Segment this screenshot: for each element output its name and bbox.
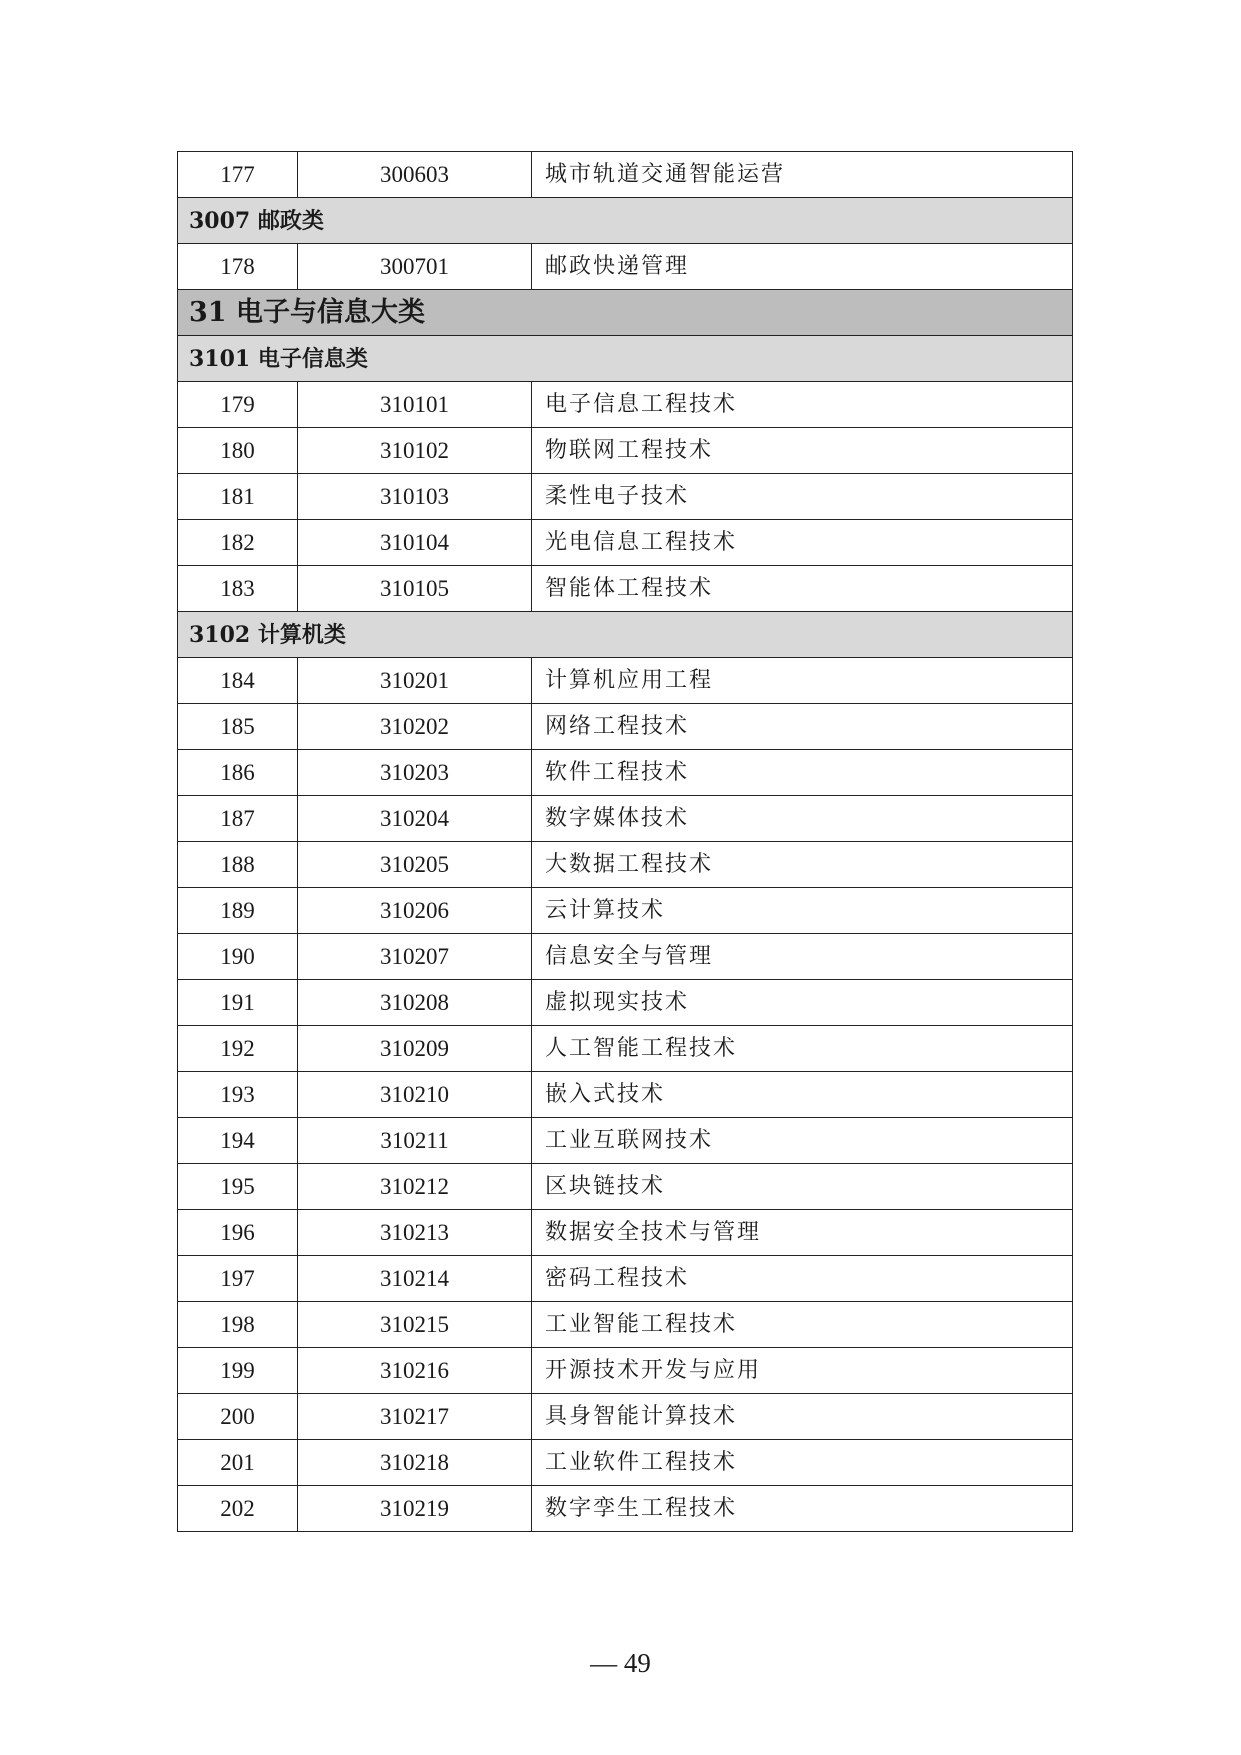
table-row — [178, 1210, 1073, 1256]
table-row — [178, 244, 1073, 290]
name-cell: 计算机应用工程 — [532, 658, 1073, 704]
code-cell: 310218 — [298, 1440, 532, 1486]
table-row — [178, 566, 1073, 612]
seq-cell: 194 — [178, 1118, 298, 1164]
category-label: 3007 邮政类 — [178, 198, 1073, 244]
code-cell: 310209 — [298, 1026, 532, 1072]
code-cell: 310202 — [298, 704, 532, 750]
table-row — [178, 1394, 1073, 1440]
code-cell: 310104 — [298, 520, 532, 566]
seq-cell: 187 — [178, 796, 298, 842]
name-cell: 信息安全与管理 — [532, 934, 1073, 980]
table-row — [178, 1302, 1073, 1348]
table-row — [178, 474, 1073, 520]
table-row — [178, 888, 1073, 934]
major-category-label: 31 电子与信息大类 — [178, 290, 1073, 336]
code-cell: 310102 — [298, 428, 532, 474]
name-cell: 嵌入式技术 — [532, 1072, 1073, 1118]
name-cell: 虚拟现实技术 — [532, 980, 1073, 1026]
code-cell: 310101 — [298, 382, 532, 428]
major-category-row — [178, 290, 1073, 336]
table-row — [178, 428, 1073, 474]
seq-cell: 199 — [178, 1348, 298, 1394]
seq-cell: 183 — [178, 566, 298, 612]
code-cell: 310214 — [298, 1256, 532, 1302]
seq-cell: 177 — [178, 152, 298, 198]
table-row — [178, 796, 1073, 842]
seq-cell: 196 — [178, 1210, 298, 1256]
name-cell: 数字孪生工程技术 — [532, 1486, 1073, 1532]
category-row — [178, 198, 1073, 244]
name-cell: 区块链技术 — [532, 1164, 1073, 1210]
table-row — [178, 1026, 1073, 1072]
code-cell: 310207 — [298, 934, 532, 980]
seq-cell: 191 — [178, 980, 298, 1026]
seq-cell: 185 — [178, 704, 298, 750]
seq-cell: 181 — [178, 474, 298, 520]
name-cell: 工业软件工程技术 — [532, 1440, 1073, 1486]
name-cell: 智能体工程技术 — [532, 566, 1073, 612]
seq-cell: 182 — [178, 520, 298, 566]
seq-cell: 193 — [178, 1072, 298, 1118]
code-cell: 310203 — [298, 750, 532, 796]
name-cell: 城市轨道交通智能运营 — [532, 152, 1073, 198]
seq-cell: 201 — [178, 1440, 298, 1486]
seq-cell: 190 — [178, 934, 298, 980]
code-cell: 310216 — [298, 1348, 532, 1394]
category-label: 3101 电子信息类 — [178, 336, 1073, 382]
table-row — [178, 1072, 1073, 1118]
code-cell: 310205 — [298, 842, 532, 888]
name-cell: 邮政快递管理 — [532, 244, 1073, 290]
name-cell: 具身智能计算技术 — [532, 1394, 1073, 1440]
code-cell: 310212 — [298, 1164, 532, 1210]
name-cell: 数字媒体技术 — [532, 796, 1073, 842]
code-cell: 310208 — [298, 980, 532, 1026]
table-row — [178, 934, 1073, 980]
name-cell: 工业智能工程技术 — [532, 1302, 1073, 1348]
table-row — [178, 1348, 1073, 1394]
name-cell: 软件工程技术 — [532, 750, 1073, 796]
name-cell: 网络工程技术 — [532, 704, 1073, 750]
table-row — [178, 1118, 1073, 1164]
name-cell: 工业互联网技术 — [532, 1118, 1073, 1164]
table-row — [178, 382, 1073, 428]
name-cell: 电子信息工程技术 — [532, 382, 1073, 428]
seq-cell: 184 — [178, 658, 298, 704]
table-row — [178, 1440, 1073, 1486]
name-cell: 物联网工程技术 — [532, 428, 1073, 474]
code-cell: 310206 — [298, 888, 532, 934]
seq-cell: 188 — [178, 842, 298, 888]
table-row — [178, 1486, 1073, 1532]
page-number: — 49 — [590, 1648, 651, 1678]
category-row — [178, 612, 1073, 658]
name-cell: 光电信息工程技术 — [532, 520, 1073, 566]
seq-cell: 189 — [178, 888, 298, 934]
seq-cell: 178 — [178, 244, 298, 290]
seq-cell: 200 — [178, 1394, 298, 1440]
name-cell: 云计算技术 — [532, 888, 1073, 934]
table-row — [178, 152, 1073, 198]
seq-cell: 195 — [178, 1164, 298, 1210]
table-row — [178, 1164, 1073, 1210]
table-body — [178, 152, 1073, 1532]
seq-cell: 186 — [178, 750, 298, 796]
code-cell: 310204 — [298, 796, 532, 842]
code-cell: 310105 — [298, 566, 532, 612]
name-cell: 柔性电子技术 — [532, 474, 1073, 520]
table-row — [178, 842, 1073, 888]
code-cell: 310211 — [298, 1118, 532, 1164]
category-row — [178, 336, 1073, 382]
code-cell: 310215 — [298, 1302, 532, 1348]
name-cell: 开源技术开发与应用 — [532, 1348, 1073, 1394]
seq-cell: 179 — [178, 382, 298, 428]
seq-cell: 202 — [178, 1486, 298, 1532]
code-cell: 310219 — [298, 1486, 532, 1532]
table-row — [178, 704, 1073, 750]
seq-cell: 180 — [178, 428, 298, 474]
code-cell: 310217 — [298, 1394, 532, 1440]
name-cell: 数据安全技术与管理 — [532, 1210, 1073, 1256]
name-cell: 密码工程技术 — [532, 1256, 1073, 1302]
table-row — [178, 750, 1073, 796]
seq-cell: 192 — [178, 1026, 298, 1072]
seq-cell: 198 — [178, 1302, 298, 1348]
code-cell: 310103 — [298, 474, 532, 520]
major-catalog-table — [177, 151, 1073, 1532]
code-cell: 310210 — [298, 1072, 532, 1118]
seq-cell: 197 — [178, 1256, 298, 1302]
table-row — [178, 520, 1073, 566]
table-row — [178, 980, 1073, 1026]
name-cell: 大数据工程技术 — [532, 842, 1073, 888]
code-cell: 300603 — [298, 152, 532, 198]
table-row — [178, 658, 1073, 704]
code-cell: 310201 — [298, 658, 532, 704]
code-cell: 300701 — [298, 244, 532, 290]
category-label: 3102 计算机类 — [178, 612, 1073, 658]
code-cell: 310213 — [298, 1210, 532, 1256]
table-row — [178, 1256, 1073, 1302]
name-cell: 人工智能工程技术 — [532, 1026, 1073, 1072]
